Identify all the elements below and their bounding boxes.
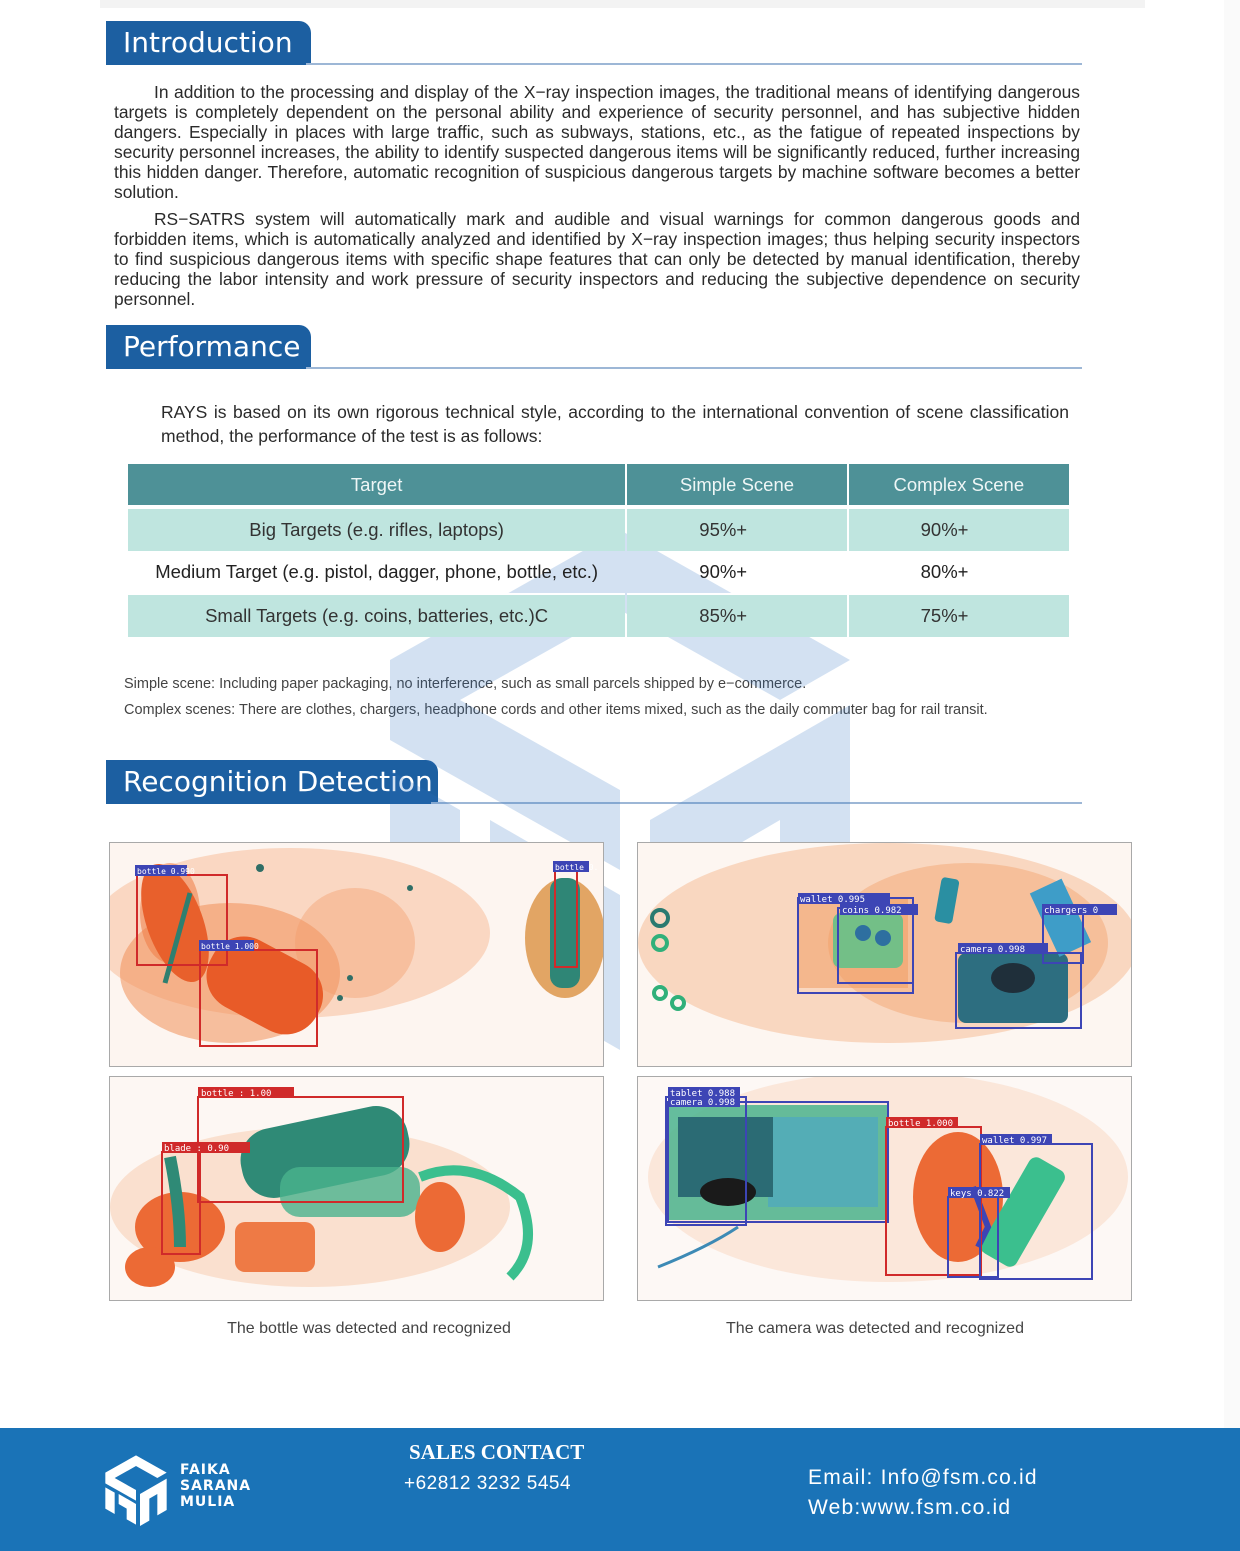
detection-label: bottle 1.000 xyxy=(888,1119,954,1129)
caption-bottle: The bottle was detected and recognized xyxy=(227,1320,511,1337)
detection-label: bottle 1.000 xyxy=(201,942,259,951)
brand-line: MULIA xyxy=(180,1494,236,1510)
detection-label: bottle 0. xyxy=(555,863,599,872)
header-rule xyxy=(306,367,1082,369)
xray-bottle-image-1 xyxy=(109,842,604,1067)
detection-label: wallet 0.997 xyxy=(982,1136,1048,1146)
table-row xyxy=(128,507,1069,551)
detection-label: tablet 0.988 xyxy=(670,1089,736,1099)
detection-label: chargers 0 xyxy=(1044,906,1099,916)
top-strip xyxy=(100,0,1145,8)
brand-name xyxy=(180,1462,251,1510)
recognition-title: Recognition Detection xyxy=(106,760,438,804)
table-cell: 80%+ xyxy=(920,561,969,582)
introduction-body xyxy=(114,82,1080,309)
detection-label: bottle 0.990 xyxy=(137,867,195,876)
detection-label: keys 0.822 xyxy=(950,1189,1005,1199)
detection-label: bottle : 1.00 xyxy=(201,1089,272,1099)
contact-web[interactable]: Web:www.fsm.co.id xyxy=(808,1496,1012,1519)
xray-camera-image-1 xyxy=(637,842,1132,1067)
detection-label: wallet 0.995 xyxy=(800,895,866,905)
sales-phone[interactable]: +62812 3232 5454 xyxy=(404,1473,572,1494)
performance-table xyxy=(126,464,1071,637)
table-cell: 90%+ xyxy=(699,561,748,582)
table-header-complex: Complex Scene xyxy=(849,464,1069,507)
brand-line: FAIKA xyxy=(180,1462,231,1478)
table-header-target: Target xyxy=(128,464,625,507)
xray-camera-image-2 xyxy=(637,1076,1132,1301)
simple-scene-note: Simple scene: Including paper packaging, no interference, such as small parcels shipped by e−commerce. xyxy=(124,676,807,692)
table-cell: 85%+ xyxy=(627,593,846,637)
sales-contact-title: SALES CONTACT xyxy=(409,1440,585,1464)
intro-paragraph-1: In addition to the processing and display of the X−ray inspection images, the traditional means of identifying dangerous targets is completely dependent on the personal ability and experience of security personnel, and has subjective hidden dangers. Especially in places with large traffic, such as subways, stations, etc., as the fatigue of repeated inspections by security personnel increases, the ability to identify suspected dangerous items will be significantly reduced, further increasing this hidden danger. Therefore, automatic recognition of suspicious dangerous targets by machine software becomes a better solution. xyxy=(114,82,1080,202)
caption-camera: The camera was detected and recognized xyxy=(726,1320,1024,1337)
footer xyxy=(0,1428,1240,1551)
company-logo xyxy=(100,1454,270,1526)
performance-title: Performance xyxy=(106,325,311,369)
detection-label: camera 0.998 xyxy=(960,945,1026,955)
header-rule xyxy=(306,63,1082,65)
complex-scene-note: Complex scenes: There are clothes, chargers, headphone cords and other items mixed, such as the daily commuter bag for rail transit. xyxy=(124,702,988,718)
header-rule xyxy=(431,802,1082,804)
table-cell: Medium Target (e.g. pistol, dagger, phone, bottle, etc.) xyxy=(155,561,599,582)
contact-email[interactable]: Email: Info@fsm.co.id xyxy=(808,1466,1038,1489)
right-strip xyxy=(1224,0,1240,1428)
xray-bottle-image-2 xyxy=(109,1076,604,1301)
performance-intro: RAYS is based on its own rigorous technical style, according to the international convention of scene classification method, the performance of the test is as follows: xyxy=(161,402,1069,446)
introduction-title: Introduction xyxy=(106,21,311,65)
table-cell: Big Targets (e.g. rifles, laptops) xyxy=(128,507,625,551)
intro-paragraph-2: RS−SATRS system will automatically mark and audible and visual warnings for common dangerous goods and forbidden items, which is automatically analyzed and identified by X−ray inspection images; thus helping security inspectors to find suspicious dangerous items with specific shape features that can only be detected by manual identification, thereby reducing the labor intensity and work pressure of security inspectors and reducing the subjective dependence on security personnel. xyxy=(114,209,1080,309)
table-header-simple: Simple Scene xyxy=(627,464,846,507)
detection-label: blade : 0.90 xyxy=(164,1144,230,1154)
brand-line: SARANA xyxy=(180,1478,252,1494)
table-cell: 90%+ xyxy=(849,507,1069,551)
fsm-logo-icon xyxy=(100,1454,172,1526)
table-row xyxy=(128,551,1069,593)
detection-label: coins 0.982 xyxy=(842,906,902,916)
table-cell: 95%+ xyxy=(627,507,846,551)
table-row xyxy=(128,593,1069,637)
table-cell: Small Targets (e.g. coins, batteries, etc.)C xyxy=(128,593,625,637)
table-cell: 75%+ xyxy=(849,593,1069,637)
detection-label: camera 0.998 xyxy=(670,1098,736,1108)
